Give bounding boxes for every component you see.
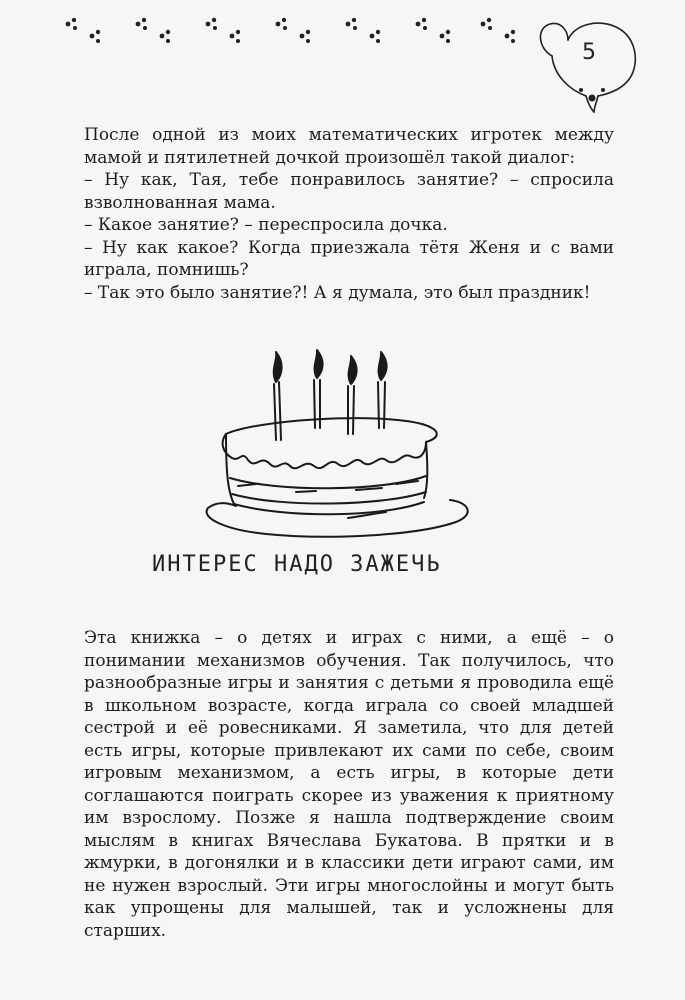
dialog-line: После одной из моих математических игротек между мамой и пятилетней дочкой произошёл такой диалог: — [84, 125, 614, 168]
body-text-block — [84, 627, 614, 942]
mouse-page-badge-icon — [534, 18, 642, 118]
body-paragraph: Эта книжка – о детях и играх с ними, а ещё – о понимании механизмов обучения. Так получилось, что разнообразные игры и занятия с детьми я проводила ещё в школьном возрасте, когда играла со своей младшей сестрой и её ровесниками. Я заметила, что для детей есть игры, которые привлекают их сами по себе, своим игровым механизмом, а есть игры, в которые дети соглашаются поиграть скорее из уважения к приятному им взрослому. Позже я нашла подтверждение своим мыслям в книгах Вячеслава Букатова. В прятки и в жмурки, в догонялки и в классики дети играют сами, им не нужен взрослый. Эти игры многослойны и могут быть как упрощены для малышей, так и усложнены для старших. — [84, 628, 614, 941]
page-number: 5 — [582, 40, 596, 65]
dialog-line: – Ну как какое? Когда приезжала тётя Женя и с вами играла, помнишь? — [84, 237, 614, 280]
birthday-cake-illustration — [186, 342, 506, 552]
dialog-line: – Так это было занятие?! А я думала, это был праздник! — [84, 282, 591, 303]
dialog-block — [84, 124, 614, 304]
dialog-line: – Какое занятие? – переспросила дочка. — [84, 215, 448, 235]
paw-prints-decoration — [62, 14, 522, 54]
dialog-line: – Ну как, Тая, тебе понравилось занятие? – спросила взволнованная мама. — [84, 170, 614, 213]
illustration-caption: ИНТЕРЕС НАДО ЗАЖЕЧЬ — [152, 552, 442, 577]
